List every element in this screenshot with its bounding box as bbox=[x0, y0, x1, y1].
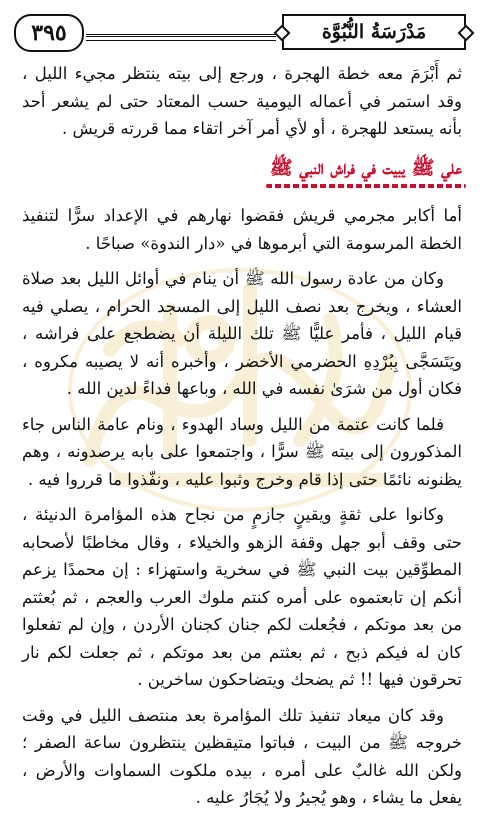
section-subheading: علي ﷺ يبيت في فراش النبي ﷺ bbox=[270, 155, 462, 189]
subheading-wrap bbox=[22, 151, 462, 203]
paragraph-2: أما أكابر مجرمي قريش فقضوا نهارهم في الإعداد سرًّا لتنفيذ الخطة المرسومة التي أبرموها في «دار الندوة» صباحًا . bbox=[22, 206, 462, 253]
header-rule-thin bbox=[86, 40, 276, 41]
page-header bbox=[12, 12, 468, 52]
header-rule bbox=[86, 34, 276, 37]
page-number: ٣٩٥ bbox=[14, 14, 84, 52]
paragraph-1: ثم أَبْرَمَ معه خطة الهجرة ، ورجع إلى بيته ينتظر مجيء الليل ، وقد استمر في أعماله اليومية حسب المعتاد حتى لم يشعر أحد بأنه يستعد للهجرة ، أو لأي أمر آخر اتقاء مما قررته قريش . bbox=[22, 64, 462, 138]
paragraph-6: وقد كان ميعاد تنفيذ تلك المؤامرة بعد منتصف الليل في وقت خروجه ﷺ من البيت ، فباتوا متيقظين ينتظرون ساعة الصفر ؛ ولكن الله غالبٌ على أمره ، بيده ملكوت السماوات والأرض ، يفعل ما يشاء ، وهو يُجيرُ ولا يُجَارُ عليه . bbox=[22, 705, 462, 807]
page-body bbox=[22, 60, 462, 820]
running-title: مَدْرَسَةُ النُّبُوَّة bbox=[282, 14, 466, 50]
paragraph-4: فلما كانت عتمة من الليل وساد الهدوء ، ونام عامة الناس جاء المذكورون إلى بيته ﷺ سرًّا ، واجتمعوا على بابه يرصدونه ، وهم يظنونه نائمًا حتى إذا قام وخرج وثبوا عليه ، ونفّذوا ما قرروا فيه . bbox=[22, 414, 462, 489]
paragraph-5: وكانوا على ثقةٍ ويقينٍ جازمٍ من نجاح هذه المؤامرة الدنيئة ، حتى وقف أبو جهل وقفة الزهو والخيلاء ، وقال مخاطبًا لأصحابه المطوِّقين بيت النبي ﷺ في سخرية واستهزاء : إن محمدًا يزعم أنكم إن تابعتموه على أمره كنتم ملوك العرب والعجم ، ثم بُعثتم من بعد موتكم ، فجُعلت لكم جنان كجنان الأردن ، وإن لم تفعلوا كان له فيكم ذبح ، ثم بعثتم من بعد موتكم ، ثم جعلت لكم نار تحرقون فيها !! ثم يضحك ويتضاحكون ساخرين . bbox=[22, 505, 462, 689]
paragraph-3: وكان من عادة رسول الله ﷺ أن ينام في أوائل الليل بعد صلاة العشاء ، ويخرج بعد نصف الليل إلى المسجد الحرام ، يصلي فيه قيام الليل ، فأمر عليًّا ﷺ تلك الليلة أن يضطجع على فراشه ، ويَتَسَجَّى بِبُرْدِهِ الحضرمي الأخضر ، وأخبره أنه لا يصيبه مكروه ، فكان أول من شرَىٰ نفسه في الله ، وباعها فداءً لدين الله . bbox=[22, 269, 462, 398]
